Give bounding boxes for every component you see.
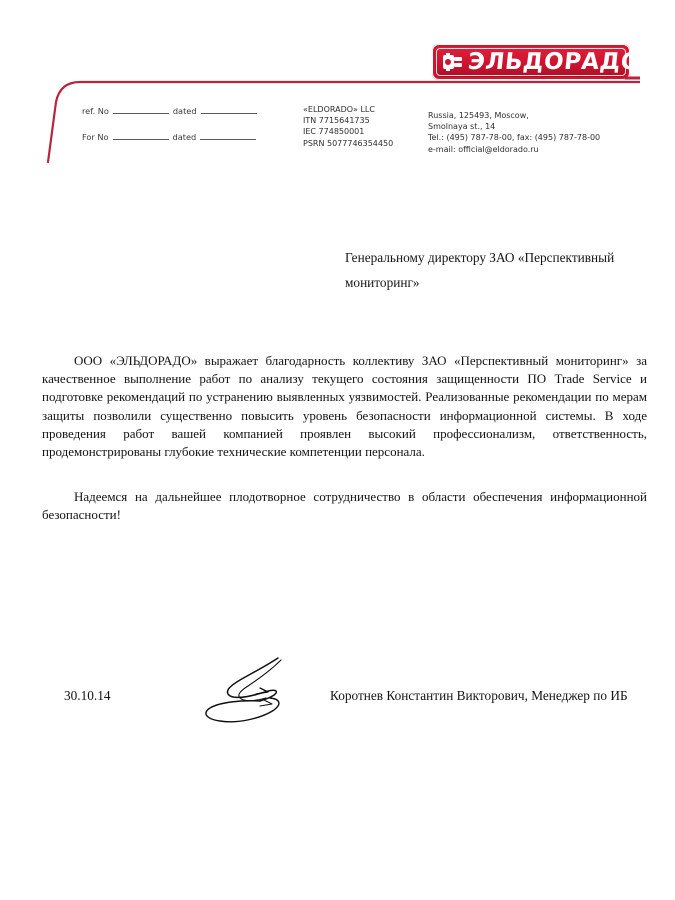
- company-legal-block: [303, 104, 393, 149]
- eldorado-logo: [432, 44, 643, 80]
- company-psrn: PSRN 5077746354450: [303, 138, 394, 148]
- ref-dated-label: dated: [172, 106, 197, 116]
- logo-wordmark: ЭЛЬДОРАДО: [466, 49, 643, 75]
- ref-no-label: ref. No: [82, 106, 109, 116]
- signature-date: 30.10.14: [64, 688, 111, 703]
- addressee-line-2: мониторинг»: [345, 275, 420, 290]
- letter-body: [42, 352, 647, 525]
- contact-email: e-mail: official@eldorado.ru: [428, 144, 539, 154]
- body-paragraph-1: ООО «ЭЛЬДОРАДО» выражает благодарность коллективу ЗАО «Перспективный мониторинг» за качественное выполнение работ по анализу текущего состояния защищенности ПО Trade Service и подготовке рекомендаций по устранению выявленных уязвимостей. Реализованные рекомендации по мерам защиты позволили существенно повысить уровень безопасности информационной системы. В ходе проведения работ вашей компанией проявлен высокий профессионализм, ответственность, продемонстрированы глубокие технические компетенции персонала.: [42, 353, 647, 460]
- for-dated-input[interactable]: [200, 131, 256, 140]
- company-contact-block: [428, 110, 600, 155]
- company-itn: ITN 7715641735: [303, 116, 370, 126]
- ref-dated-input[interactable]: [201, 105, 257, 114]
- handwritten-signature: [182, 656, 312, 726]
- reference-fields: [82, 105, 287, 157]
- company-iec: IEC 774850001: [303, 127, 365, 137]
- for-no-row: [82, 131, 287, 142]
- contact-address-line2: Smolnaya st., 14: [428, 122, 496, 132]
- body-paragraph-2: Надеемся на дальнейшее плодотворное сотрудничество в области обеспечения информационной безопасности!: [42, 489, 647, 523]
- addressee-block: [345, 245, 635, 295]
- signature-block: [42, 688, 647, 718]
- signatory-name-title: Коротнев Константин Викторович, Менеджер по ИБ: [330, 688, 628, 703]
- for-no-label: For No: [82, 132, 109, 142]
- for-no-input[interactable]: [113, 131, 169, 140]
- ref-no-row: [82, 105, 287, 116]
- ref-no-input[interactable]: [113, 105, 169, 114]
- contact-address-line1: Russia, 125493, Moscow,: [428, 111, 529, 120]
- for-dated-label: dated: [172, 132, 197, 142]
- company-name: «ELDORADO» LLC: [303, 105, 375, 114]
- eldorado-plug-mark-icon: [443, 53, 462, 71]
- addressee-line-1: Генеральному директору ЗАО «Перспективный: [345, 250, 615, 265]
- contact-phone: Tel.: (495) 787-78-00, fax: (495) 787-78-00: [428, 133, 601, 143]
